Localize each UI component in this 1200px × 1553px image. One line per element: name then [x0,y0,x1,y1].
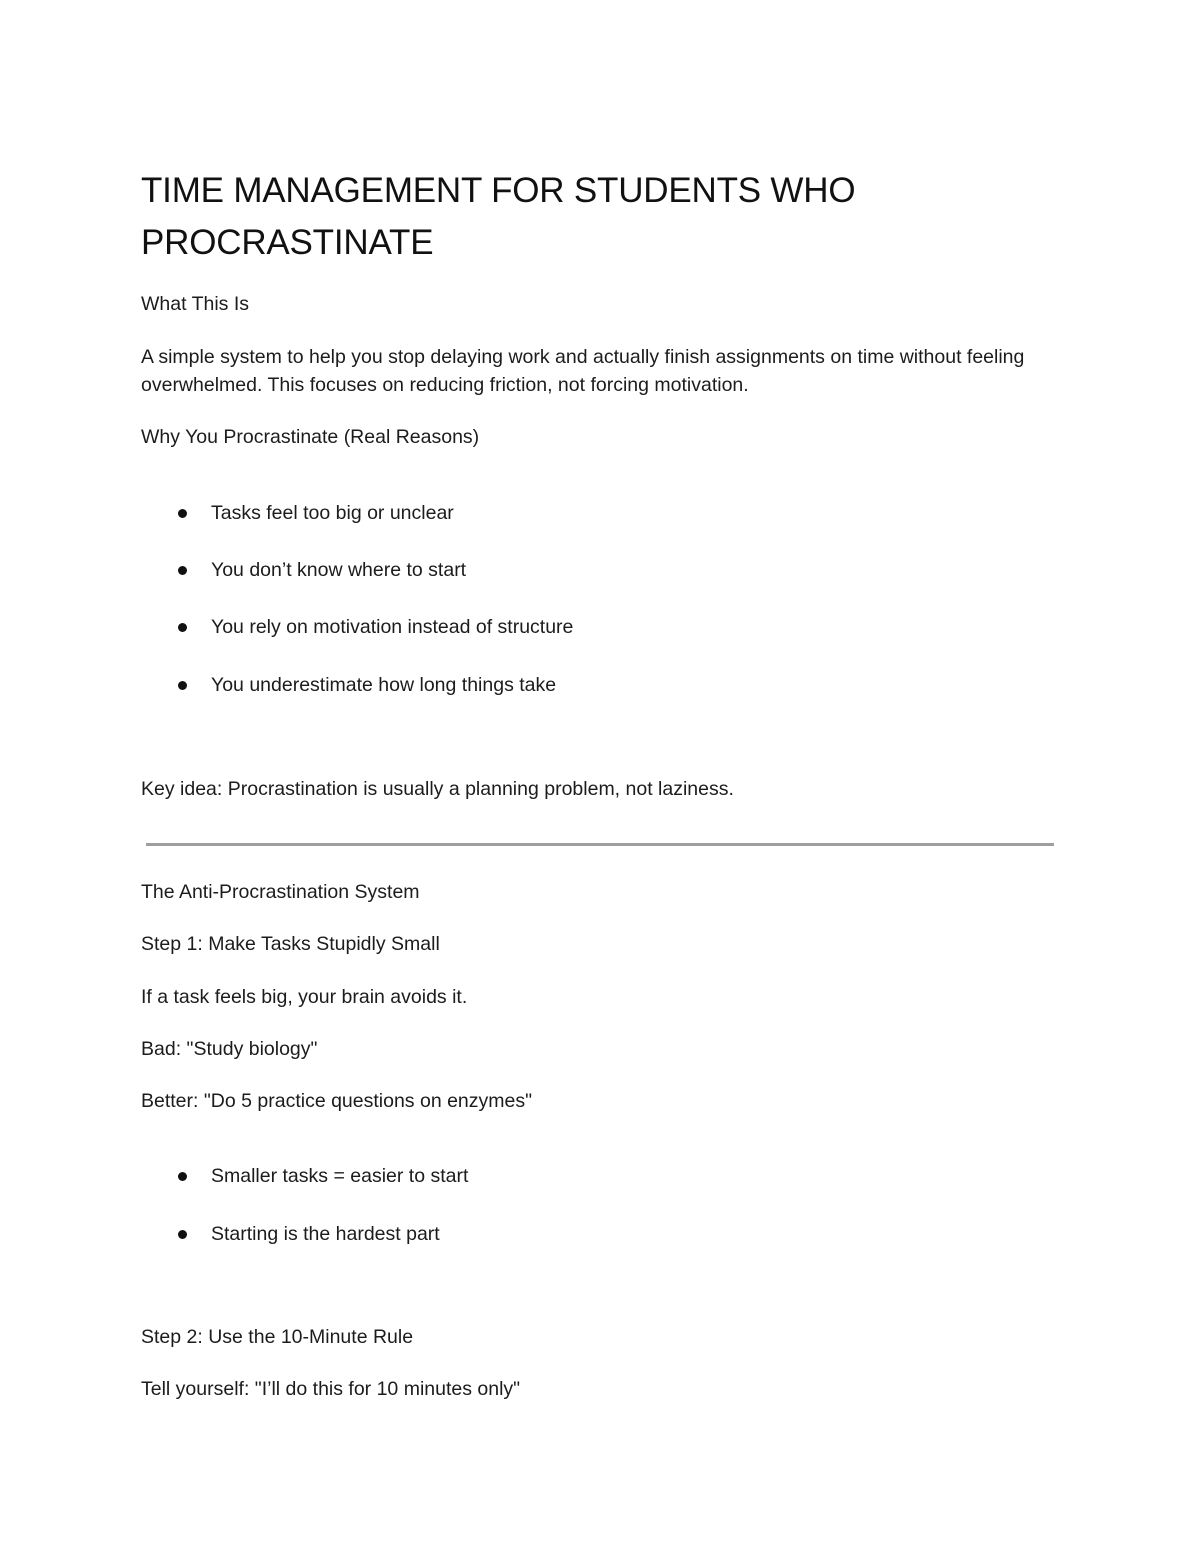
list-item-text: Smaller tasks = easier to start [211,1165,469,1187]
list-item [178,671,556,699]
list-item-text: You don’t know where to start [211,559,467,581]
bullet-icon [178,1230,187,1239]
list-item [178,556,466,584]
why-heading: Why You Procrastinate (Real Reasons) [141,426,480,448]
bullet-icon [178,623,187,632]
step1-heading: Step 1: Make Tasks Stupidly Small [141,933,440,955]
step1-bad-example: Bad: "Study biology" [141,1038,318,1060]
bullet-icon [178,509,187,518]
bullet-icon [178,681,187,690]
list-item-text: Starting is the hardest part [211,1223,440,1245]
system-heading: The Anti-Procrastination System [141,881,420,903]
list-item-text: You underestimate how long things take [211,674,557,696]
bullet-icon [178,566,187,575]
step2-heading: Step 2: Use the 10-Minute Rule [141,1326,414,1348]
step2-tell-yourself: Tell yourself: "I’ll do this for 10 minutes only" [141,1378,521,1400]
bullet-icon [178,1172,187,1181]
step1-better-example: Better: "Do 5 practice questions on enzymes" [141,1090,533,1112]
list-item [178,499,454,527]
what-this-is-heading: What This Is [141,293,250,315]
key-idea: Key idea: Procrastination is usually a planning problem, not laziness. [141,778,734,800]
step1-intro: If a task feels big, your brain avoids it. [141,986,468,1008]
list-item [178,1220,440,1248]
list-item-text: You rely on motivation instead of structure [211,616,574,638]
what-this-is-body: A simple system to help you stop delaying work and actually finish assignments on time without feeling overwhelmed. This focuses on reducing friction, not forcing motivation. [141,346,1025,396]
page-title: TIME MANAGEMENT FOR STUDENTS WHO PROCRASTINATE [141,171,856,262]
list-item [178,613,573,641]
list-item-text: Tasks feel too big or unclear [211,502,454,524]
list-item [178,1162,468,1190]
horizontal-divider [146,843,1054,846]
